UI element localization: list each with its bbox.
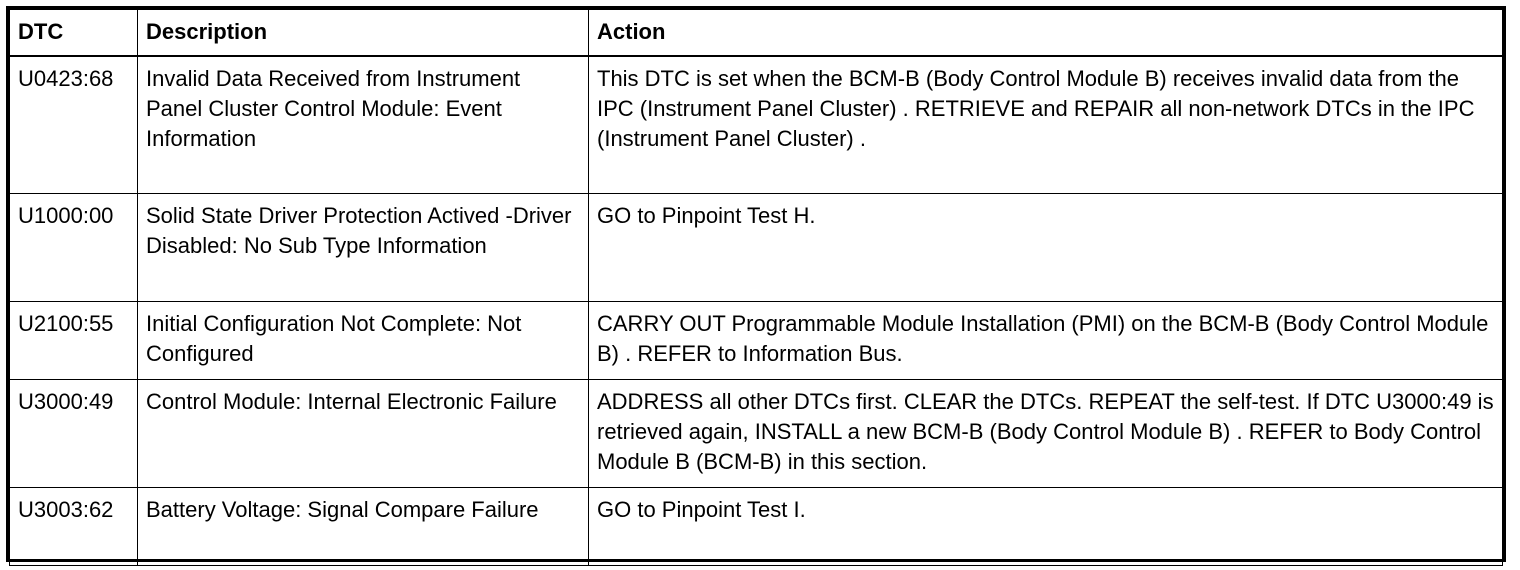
dtc-table xyxy=(9,9,1503,566)
column-header-action: Action xyxy=(589,10,1503,56)
description-cell: Solid State Driver Protection Actived -Driver Disabled: No Sub Type Information xyxy=(138,194,589,302)
table-row xyxy=(10,302,1503,380)
description-cell: Battery Voltage: Signal Compare Failure xyxy=(138,488,589,566)
dtc-code-cell: U3003:62 xyxy=(10,488,138,566)
column-header-description: Description xyxy=(138,10,589,56)
description-cell: Initial Configuration Not Complete: Not Configured xyxy=(138,302,589,380)
dtc-code-cell: U0423:68 xyxy=(10,56,138,194)
action-cell: GO to Pinpoint Test I. xyxy=(589,488,1503,566)
table-row xyxy=(10,488,1503,566)
dtc-table-container xyxy=(6,6,1506,562)
table-row xyxy=(10,380,1503,488)
action-cell: CARRY OUT Programmable Module Installation (PMI) on the BCM-B (Body Control Module B) . REFER to Information Bus. xyxy=(589,302,1503,380)
dtc-code-cell: U1000:00 xyxy=(10,194,138,302)
action-cell: GO to Pinpoint Test H. xyxy=(589,194,1503,302)
description-cell: Control Module: Internal Electronic Failure xyxy=(138,380,589,488)
table-row xyxy=(10,56,1503,194)
column-header-dtc: DTC xyxy=(10,10,138,56)
table-row xyxy=(10,194,1503,302)
dtc-code-cell: U3000:49 xyxy=(10,380,138,488)
table-header-row xyxy=(10,10,1503,56)
description-cell: Invalid Data Received from Instrument Panel Cluster Control Module: Event Information xyxy=(138,56,589,194)
action-cell: This DTC is set when the BCM-B (Body Control Module B) receives invalid data from the IPC (Instrument Panel Cluster) . RETRIEVE and REPAIR all non-network DTCs in the IPC (Instrument Panel Cluster) . xyxy=(589,56,1503,194)
dtc-code-cell: U2100:55 xyxy=(10,302,138,380)
action-cell: ADDRESS all other DTCs first. CLEAR the DTCs. REPEAT the self-test. If DTC U3000:49 is retrieved again, INSTALL a new BCM-B (Body Control Module B) . REFER to Body Control Module B (BCM-B) in this section. xyxy=(589,380,1503,488)
